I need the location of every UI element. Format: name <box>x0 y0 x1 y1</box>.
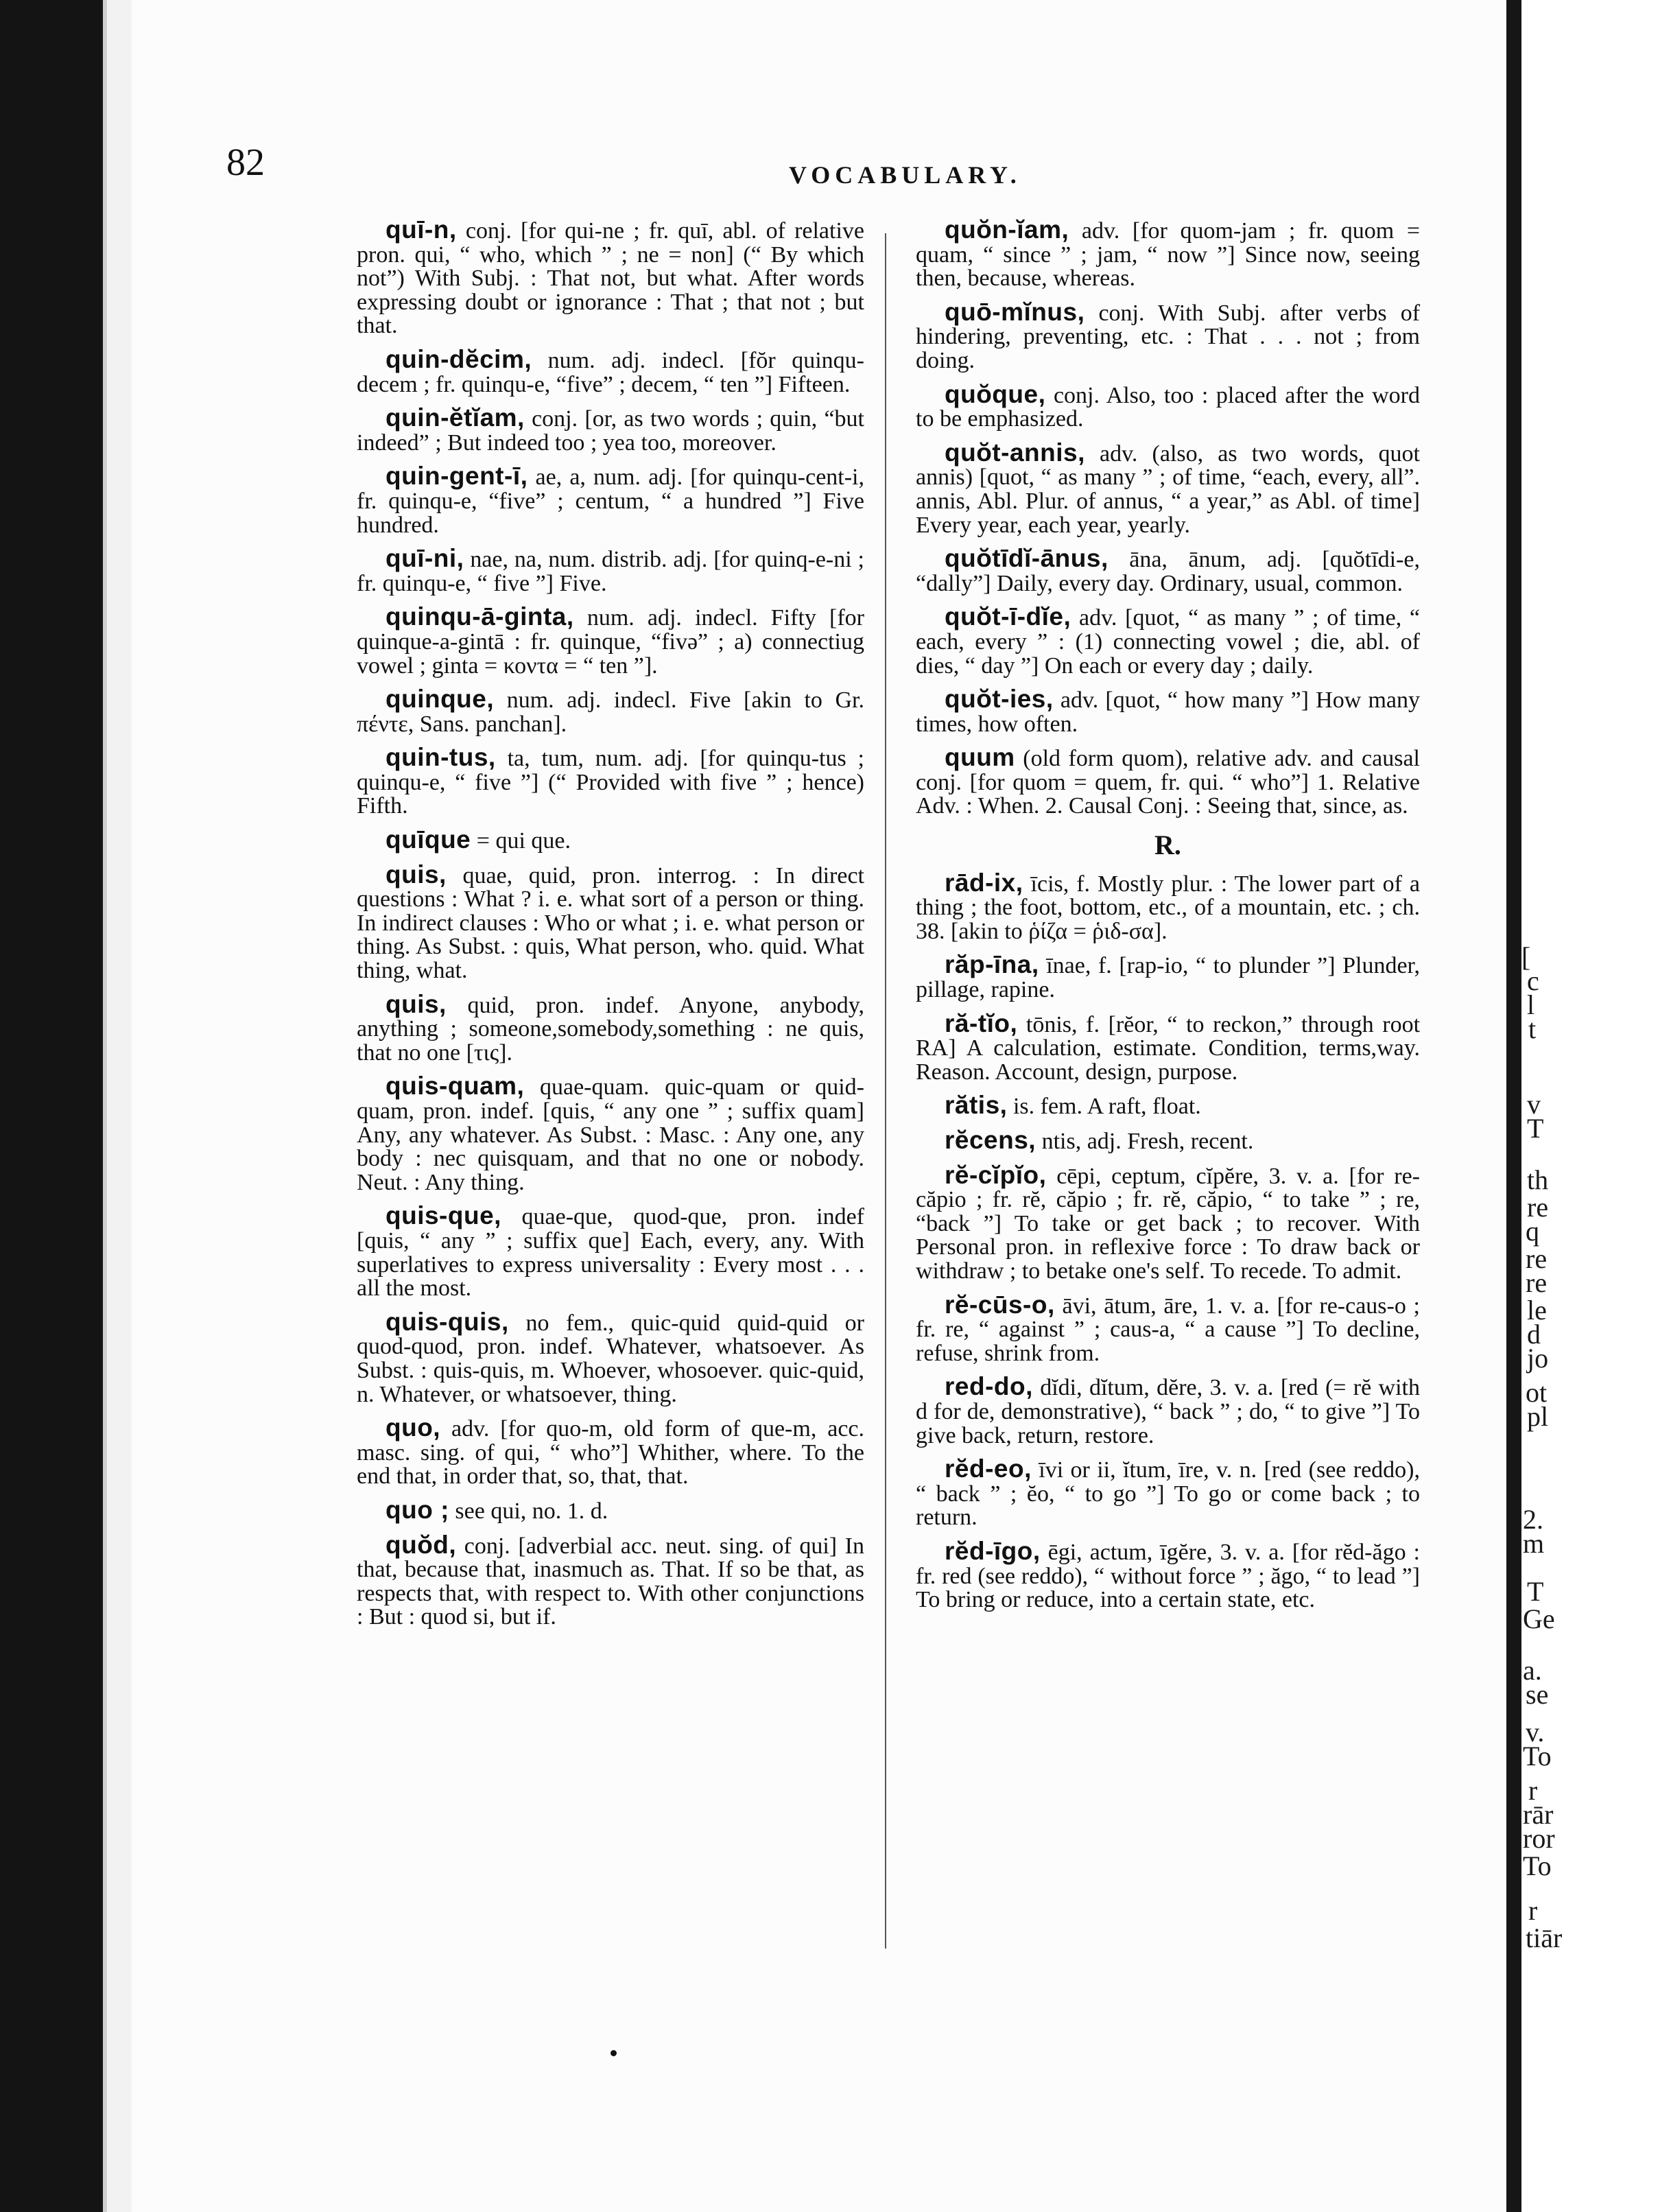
entry-definition: quae, quid, pron. interrog. : In direct questions : What ? i. e. what sort of a person or thing. In indirect clauses : Who or what ; i. e. what person or thing. As Subst. : quis, What person, who. quid. What thing, what. <box>357 862 865 984</box>
entry-headword: quin-ĕtĭam, <box>386 403 525 432</box>
dictionary-entry <box>916 602 1421 679</box>
entry-definition: num. adj. indecl. Fifty [for quinque-a-gintā : fr. quinque, “fivə” ; a) connectiug vowel ; ginta = κοντα = “ ten ”]. <box>357 605 864 679</box>
dictionary-entry <box>916 1091 1420 1120</box>
dictionary-entry <box>357 215 864 339</box>
entry-definition: num. adj. indecl. [fŏr quinqu-decem ; fr. quinqu-e, “five” ; decem, “ ten ”] Fifteen. <box>357 347 864 397</box>
entry-headword: quis-quam, <box>386 1072 525 1101</box>
next-page-fragment: th <box>1527 1164 1549 1195</box>
entry-definition: conj. Also, too : placed after the word to be emphasized. <box>916 382 1420 432</box>
entry-headword: quin-tus, <box>386 743 496 772</box>
entry-definition: no fem., quic-quid quid-quid or quod-quod, pron. indef. Whatever, whatsoever. As Subst. : quis-quis, m. Whoever, whosoever. quic-quid, n. Whatever, or whatsoever, thing. <box>357 1310 865 1407</box>
dictionary-entry <box>916 544 1420 596</box>
next-page-fragment: pl <box>1527 1401 1549 1432</box>
next-page-fragment: ror <box>1523 1823 1555 1854</box>
dictionary-entry <box>916 1009 1421 1085</box>
entry-headword: quŏt-ies, <box>945 685 1054 714</box>
entry-definition: adv. [for quom-jam ; fr. quom = quam, “ since ” ; jam, “ now ”] Since now, seeing then, because, whereas. <box>916 218 1421 292</box>
entry-definition: adv. [quot, “ how many ”] How many times, how often. <box>916 687 1421 737</box>
dictionary-entry <box>916 1126 1420 1154</box>
entry-headword: quis, <box>386 989 447 1018</box>
entry-definition: īvi or ii, ĭtum, īre, v. n. [red (see reddo), “ back ” ; ĕo, “ to go ”] To go or come back ; to return. <box>916 1457 1420 1531</box>
next-page-fragment: r <box>1528 1895 1538 1926</box>
entry-definition: quae-que, quod-que, pron. indef [quis, “ any ” ; suffix que] Each, every, any. With superlatives to express universality : Every most . . . all the most. <box>357 1204 864 1302</box>
next-page-fragment: a. <box>1523 1655 1542 1686</box>
dictionary-entry <box>916 297 1421 373</box>
entry-definition: quae-quam. quic-quam or quid-quam, pron. indef. [quis, “ any one ” ; suffix quam] Any, any whatever. As Subst. : Masc. : Any one, any body : nec quisquam, and that no one or nobody. Neut. : Any thing. <box>357 1074 864 1195</box>
dictionary-entry <box>357 602 864 679</box>
dictionary-entry <box>357 1201 864 1302</box>
entry-definition: īcis, f. Mostly plur. : The lower part of a thing ; the foot, bottom, etc., of a mountain, etc. ; ch. 38. [akin to ῥίζα = ῥιδ-σα]. <box>916 871 1420 944</box>
entry-headword: quo ; <box>386 1495 449 1524</box>
dictionary-entry <box>357 1495 864 1524</box>
next-page-fragment: ot <box>1526 1377 1548 1408</box>
dictionary-entry <box>357 860 865 984</box>
entry-headword: quō-mĭnus, <box>945 297 1085 326</box>
entry-headword: quŏt-annis, <box>945 438 1085 467</box>
next-page-edge <box>1521 0 1671 2212</box>
next-page-fragment: 2. <box>1523 1504 1543 1535</box>
entry-headword: quinqu-ā-ginta, <box>386 602 574 631</box>
dictionary-entry <box>357 743 865 819</box>
entry-headword: quo, <box>386 1413 441 1442</box>
next-page-fragment: c <box>1527 965 1539 996</box>
dictionary-entry <box>357 1074 864 1195</box>
next-page-fragment: se <box>1526 1679 1549 1710</box>
entry-definition: ēgi, actum, īgĕre, 3. v. a. [for rĕd-ăgo : fr. red (see reddo), “ without force ” ; ăgo, “ to lead ”] To bring or reduce, into a certain state, etc. <box>916 1539 1421 1613</box>
next-page-fragment: d <box>1527 1319 1541 1350</box>
dictionary-entry <box>916 1160 1420 1284</box>
dictionary-entry <box>357 687 864 736</box>
entry-definition: adv. [for quo-m, old form of que-m, acc. masc. sing. of qui, “ who”] Whither, where. To the end that, in order that, so, that, that. <box>357 1416 865 1490</box>
entry-definition: conj. [for qui-ne ; fr. quī, abl. of relative pron. qui, “ who, which ” ; ne = non] (“ By which not”) With Subj. : That not, but what. After words expressing doubt or ignorance : That ; that not ; but that. <box>357 218 864 339</box>
entry-headword: quis, <box>386 860 447 889</box>
left-binding-shadow <box>0 0 103 2212</box>
dictionary-entry <box>916 743 1420 819</box>
section-letter: R. <box>1154 830 1181 861</box>
next-page-fragment: le <box>1527 1295 1547 1326</box>
entry-headword: răp-īna, <box>945 950 1039 979</box>
entry-headword: rĕ-cūs-o, <box>945 1290 1055 1319</box>
entry-headword: rătis, <box>945 1091 1008 1120</box>
entry-definition: tōnis, f. [rĕor, “ to reckon,” through root RA] A calculation, estimate. Condition, terms,way. Reason. Account, design, purpose. <box>916 1011 1421 1085</box>
entry-headword: ră-tĭo, <box>945 1009 1018 1037</box>
dictionary-entry <box>357 1413 865 1490</box>
entry-definition: see qui, no. 1. d. <box>455 1498 608 1524</box>
dictionary-entry <box>916 950 1421 1003</box>
entry-definition: īnae, f. [rap-io, “ to plunder ”] Plunder, pillage, rapine. <box>916 953 1421 1003</box>
next-page-fragment: re <box>1526 1243 1548 1274</box>
dictionary-entry <box>916 215 1421 292</box>
entry-definition: is. fem. A raft, float. <box>1012 1094 1201 1120</box>
dictionary-entry <box>916 1290 1420 1366</box>
entry-headword: quin-gent-ī, <box>386 462 528 491</box>
entry-definition: quid, pron. indef. Anyone, anybody, anything ; someone,somebody,something : ne quis, that no one [τις]. <box>357 992 865 1066</box>
next-page-fragment: T <box>1527 1113 1544 1144</box>
entry-headword: quis-que, <box>386 1201 501 1230</box>
ink-speck <box>611 2050 617 2056</box>
dictionary-entry <box>357 403 864 456</box>
next-page-fragment: r <box>1528 1775 1538 1806</box>
entry-headword: rād-ix, <box>945 868 1023 897</box>
column-rule <box>885 233 886 1949</box>
dictionary-entry <box>916 687 1420 736</box>
dictionary-entry <box>357 1530 865 1630</box>
entry-definition: conj. With Subj. after verbs of hindering, preventing, etc. : That . . . not ; from doing. <box>916 300 1421 373</box>
entry-definition: num. adj. indecl. Five [akin to Gr. πέντε, Sans. panchan]. <box>357 687 864 737</box>
entry-headword: rĕ-cĭpĭo, <box>945 1160 1047 1189</box>
entry-headword: rĕcens, <box>945 1126 1036 1154</box>
entry-headword: rĕd-eo, <box>945 1455 1032 1483</box>
entry-definition: ta, tum, num. adj. [for quinqu-tus ; quinqu-e, “ five ”] (“ Provided with five ” ; hence) Fifth. <box>357 746 865 819</box>
dictionary-entry <box>357 825 864 854</box>
gutter-shadow <box>1506 0 1521 2212</box>
entry-definition: nae, na, num. distrib. adj. [for quinq-e-ni ; fr. quinqu-e, “ five ”] Five. <box>357 547 864 596</box>
dictionary-entry <box>357 544 864 596</box>
entry-headword: quī-n, <box>386 215 457 244</box>
entry-headword: red-do, <box>945 1372 1033 1401</box>
next-page-fragment: To <box>1523 1850 1552 1881</box>
entry-definition: adv. [quot, “ as many ” ; of time, “ each, every ” : (1) connecting vowel ; die, abl. of dies, “ day ”] On each or every day ; daily. <box>916 605 1421 679</box>
next-page-fragment: l <box>1527 989 1535 1020</box>
next-page-fragment: m <box>1523 1528 1545 1559</box>
dictionary-entry <box>916 1372 1420 1448</box>
entry-headword: quum <box>945 743 1015 772</box>
entry-definition: cēpi, ceptum, cĭpĕre, 3. v. a. [for re-căpio ; fr. rĕ, căpio ; fr. rĕ, căpio, “ to take ” ; re, “back ”] To take or get back ; to recover. With Personal pron. in reflexive force : To draw back or withdraw ; to betake one's self. To recede. To admit. <box>916 1163 1420 1284</box>
entry-definition: = qui que. <box>476 828 571 854</box>
right-column <box>916 215 1421 1622</box>
entry-headword: quis-quis, <box>386 1307 509 1336</box>
dictionary-entry <box>916 1457 1420 1530</box>
next-page-fragment: t <box>1528 1013 1537 1044</box>
entry-definition: adv. (also, as two words, quot annis) [quot, “ as many ” ; of time, “each, every, all”. annis, Abl. Plur. of annus, “ a year,” as Abl. of time] Every year, each year, yearly. <box>916 440 1421 538</box>
next-page-fragment: To <box>1523 1741 1552 1772</box>
entry-headword: quin-dĕcim, <box>386 344 532 373</box>
next-page-fragment: Ge <box>1523 1603 1555 1634</box>
entry-definition: conj. [adverbial acc. neut. sing. of qui] In that, because that, inasmuch as. That. If so be that, as respects that, with respect to. With other conjunctions : But : quod si, but if. <box>357 1533 865 1630</box>
entry-definition: (old form quom), relative adv. and causal conj. [for quom = quem, fr. qui. “ who”] 1. Relative Adv. : When. 2. Causal Conj. : Seeing that, since, as. <box>916 746 1420 819</box>
dictionary-entry <box>357 1307 865 1407</box>
entry-definition: āna, ānum, adj. [quŏtīdi-e, “dally”] Daily, every day. Ordinary, usual, common. <box>916 547 1420 596</box>
next-page-fragment: v. <box>1526 1717 1545 1748</box>
entry-headword: quŏque, <box>945 379 1046 408</box>
entry-headword: quŏd, <box>386 1530 457 1559</box>
entry-definition: dĭdi, dĭtum, dĕre, 3. v. a. [red (= rĕ with d for de, demonstrative), “ back ” ; do, “ to give ”] To give back, return, restore. <box>916 1375 1420 1448</box>
next-page-fragment: jo <box>1527 1343 1549 1374</box>
left-column <box>357 215 865 1639</box>
entry-headword: quŏt-ī-dĭe, <box>945 602 1071 631</box>
dictionary-entry <box>916 1536 1421 1613</box>
next-page-fragment: re <box>1527 1192 1549 1223</box>
previous-page-edge <box>103 0 132 2212</box>
entry-headword: quŏn-ĭam, <box>945 215 1069 244</box>
entry-definition: conj. [or, as two words ; quin, “but indeed” ; But indeed too ; yea too, moreover. <box>357 406 864 456</box>
next-page-fragment: re <box>1526 1267 1548 1298</box>
dictionary-entry <box>357 989 865 1066</box>
entry-headword: quŏtīdĭ-ānus, <box>945 544 1109 573</box>
entry-definition: ntis, adj. Fresh, recent. <box>1041 1129 1254 1154</box>
next-page-fragment: [ <box>1521 941 1531 972</box>
entry-headword: rĕd-īgo, <box>945 1536 1041 1565</box>
dictionary-entry <box>916 438 1421 538</box>
entry-headword: quīque <box>386 825 471 854</box>
dictionary-entry <box>357 464 864 537</box>
page-number: 82 <box>226 141 265 184</box>
entry-definition: ae, a, num. adj. [for quinqu-cent-i, fr. quinqu-e, “five” ; centum, “ a hundred ”] Five hundred. <box>357 464 865 538</box>
next-page-fragment: rār <box>1523 1799 1554 1830</box>
dictionary-entry <box>916 868 1420 944</box>
entry-definition: āvi, ātum, āre, 1. v. a. [for re-caus-o ; fr. re, “ against ” ; caus-a, “ a cause ”] To decline, refuse, shrink from. <box>916 1293 1420 1366</box>
dictionary-entry <box>916 379 1420 432</box>
running-head: VOCABULARY. <box>789 161 1021 189</box>
entry-headword: quī-ni, <box>386 544 464 573</box>
dictionary-entry <box>357 344 864 397</box>
next-page-fragment: tiār <box>1526 1922 1563 1953</box>
next-page-fragment: T <box>1527 1576 1544 1607</box>
next-page-fragment: q <box>1526 1216 1539 1247</box>
entry-headword: quinque, <box>386 685 495 714</box>
next-page-fragment: v <box>1527 1089 1541 1120</box>
